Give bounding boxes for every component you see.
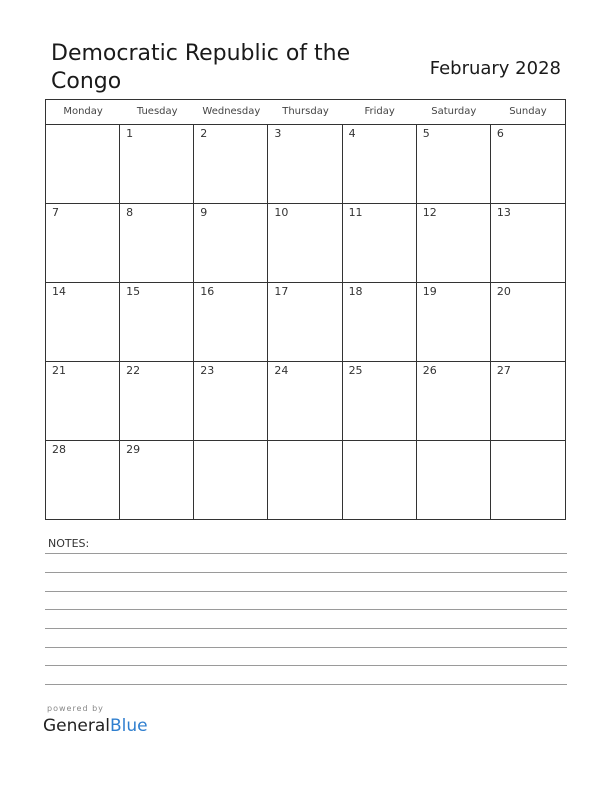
month-year-label: February 2028 — [429, 58, 561, 79]
brand-blue: Blue — [110, 716, 148, 736]
day-number: 3 — [274, 127, 282, 140]
day-cell — [46, 362, 120, 440]
day-cell — [194, 441, 268, 519]
note-line — [45, 647, 567, 648]
day-number: 22 — [126, 364, 141, 377]
day-number: 21 — [52, 364, 66, 377]
day-cell — [120, 204, 194, 282]
weekday-sunday: Sunday — [509, 106, 547, 117]
day-cell — [417, 204, 491, 282]
day-cell — [491, 441, 565, 519]
day-cell — [417, 125, 491, 203]
day-number: 25 — [348, 364, 363, 377]
brand-general: General — [43, 716, 110, 736]
weekday-wednesday: Wednesday — [202, 106, 261, 117]
weekday-thursday: Thursday — [282, 106, 329, 117]
day-number: 7 — [52, 206, 59, 219]
day-cell — [343, 125, 417, 203]
weekday-friday: Friday — [364, 106, 395, 117]
day-number: 11 — [348, 206, 363, 219]
day-number: 12 — [422, 206, 437, 219]
day-number: 18 — [348, 285, 363, 298]
note-line — [45, 591, 567, 592]
day-cell — [417, 283, 491, 361]
day-number: 24 — [274, 364, 289, 377]
day-number: 4 — [348, 127, 356, 140]
day-cell — [343, 441, 417, 519]
day-number: 5 — [422, 127, 430, 140]
day-number: 6 — [496, 127, 504, 140]
note-line — [45, 628, 567, 629]
day-number: 14 — [52, 285, 66, 298]
week-row-5 — [46, 441, 565, 519]
day-cell — [491, 204, 565, 282]
day-cell — [268, 362, 342, 440]
week-row-4 — [46, 362, 565, 441]
day-cell — [194, 362, 268, 440]
note-line — [45, 665, 567, 666]
weekday-tuesday: Tuesday — [136, 106, 178, 117]
day-cell — [417, 362, 491, 440]
week-row-1 — [46, 125, 565, 204]
day-number: 27 — [496, 364, 511, 377]
day-number: 28 — [52, 443, 66, 456]
weekday-header-row — [46, 100, 565, 125]
day-cell — [268, 441, 342, 519]
day-number: 8 — [126, 206, 134, 219]
day-number: 23 — [200, 364, 215, 377]
powered-by-text: powered by — [47, 704, 104, 713]
day-cell — [120, 441, 194, 519]
weekday-saturday: Saturday — [431, 106, 477, 117]
day-cell — [268, 204, 342, 282]
day-number: 17 — [274, 285, 289, 298]
day-cell — [268, 283, 342, 361]
country-title: Democratic Republic of the Congo — [51, 41, 351, 94]
day-cell — [491, 283, 565, 361]
day-number: 26 — [422, 364, 437, 377]
day-cell — [268, 125, 342, 203]
note-line — [45, 609, 567, 610]
day-cell — [194, 125, 268, 203]
day-cell — [491, 362, 565, 440]
day-number: 20 — [496, 285, 511, 298]
day-number: 13 — [496, 206, 511, 219]
day-number: 2 — [200, 127, 208, 140]
day-number: 9 — [200, 206, 208, 219]
note-line — [45, 684, 567, 685]
note-line — [45, 553, 567, 554]
note-line — [45, 572, 567, 573]
day-cell — [46, 204, 120, 282]
day-cell — [46, 283, 120, 361]
day-number: 1 — [126, 127, 134, 140]
day-number: 15 — [126, 285, 141, 298]
day-cell — [343, 283, 417, 361]
day-number: 10 — [274, 206, 289, 219]
day-number: 19 — [422, 285, 437, 298]
day-cell — [46, 441, 120, 519]
day-cell — [194, 283, 268, 361]
day-cell — [343, 204, 417, 282]
brand-logo[interactable] — [43, 716, 148, 736]
day-cell — [120, 362, 194, 440]
notes-label: NOTES: — [48, 537, 90, 550]
calendar-grid — [45, 99, 566, 520]
week-row-3 — [46, 283, 565, 362]
day-cell — [491, 125, 565, 203]
week-row-2 — [46, 204, 565, 283]
day-cell — [417, 441, 491, 519]
day-cell — [120, 283, 194, 361]
weekday-monday: Monday — [63, 106, 103, 117]
day-number: 29 — [126, 443, 141, 456]
day-cell — [194, 204, 268, 282]
day-number: 16 — [200, 285, 215, 298]
day-cell — [46, 125, 120, 203]
day-cell — [343, 362, 417, 440]
day-cell — [120, 125, 194, 203]
